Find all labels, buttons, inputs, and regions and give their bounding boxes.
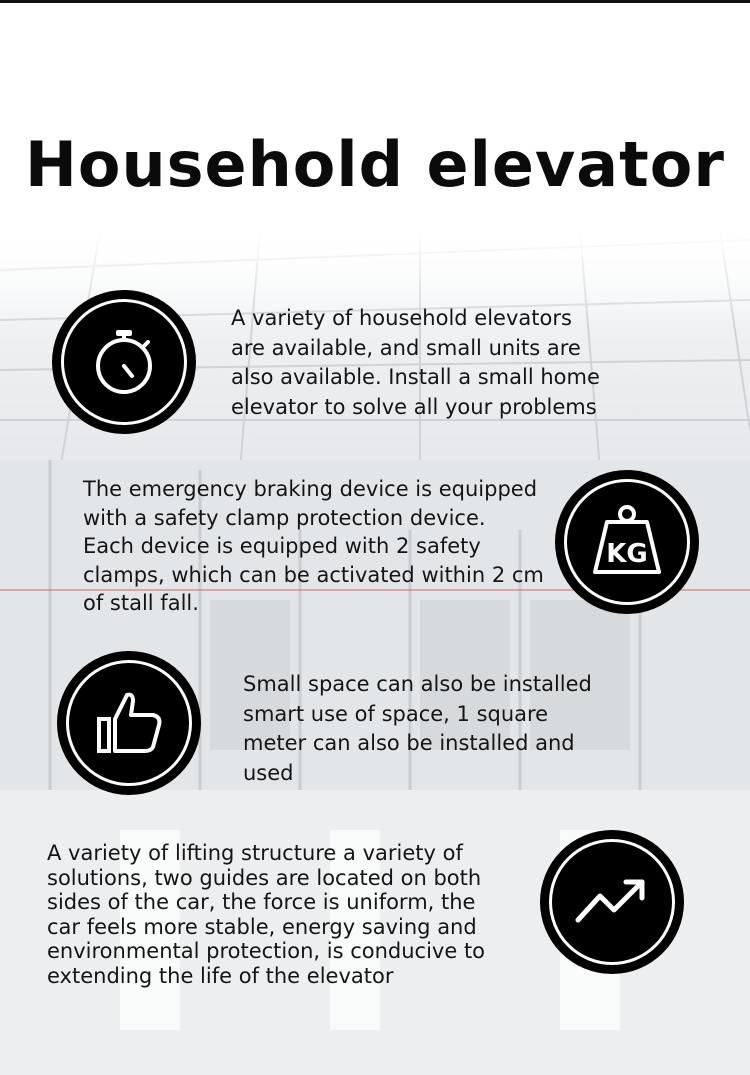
page-title: Household elevator: [25, 128, 725, 201]
feature-text-lifting-structure: A variety of lifting structure a variety of solutions, two guides are located on both sides of the car, the force is uniform, the car feels more stable, energy saving and environmental protection, is conducive to extending the life of the elevator: [47, 841, 486, 988]
trend-up-icon: [540, 830, 684, 974]
stopwatch-icon: [52, 290, 196, 434]
feature-text-emergency-braking: The emergency braking device is equipped with a safety clamp protection device. Each device is equipped with 2 safety clamps, which can be activated within 2 cm of stall fall.: [83, 477, 544, 615]
top-border: [0, 0, 750, 3]
weight-kg-icon: [555, 470, 699, 614]
thumbs-up-icon: [57, 651, 201, 795]
feature-text-variety: A variety of household elevators are available, and small units are also available. Install a small home elevator to solve all your problems: [231, 306, 600, 419]
kg-label: KG: [606, 539, 648, 569]
feature-text-small-space: Small space can also be installed smart use of space, 1 square meter can also be installed and used: [243, 672, 592, 785]
